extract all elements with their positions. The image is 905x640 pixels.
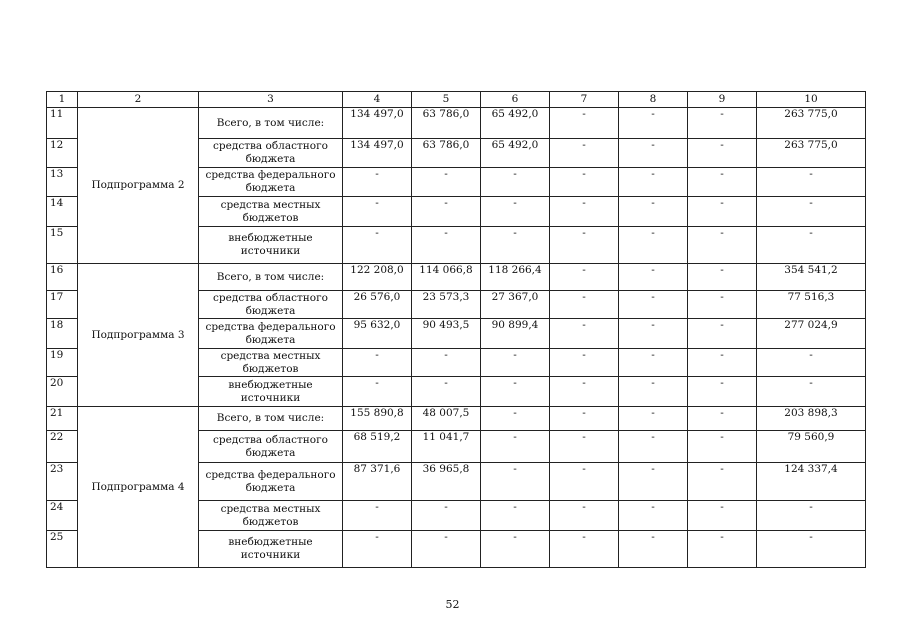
amount-cell: - xyxy=(550,501,619,531)
amount-cell: - xyxy=(343,227,412,264)
funding-source: Всего, в том числе: xyxy=(199,407,343,431)
amount-cell: - xyxy=(550,139,619,168)
funding-source: средства областного бюджета xyxy=(199,291,343,319)
amount-cell: - xyxy=(619,407,688,431)
row-number: 15 xyxy=(47,227,78,264)
amount-cell: - xyxy=(619,377,688,407)
amount-cell: - xyxy=(757,531,866,568)
amount-cell: - xyxy=(688,227,757,264)
amount-cell: - xyxy=(619,264,688,291)
amount-cell: - xyxy=(481,349,550,377)
column-number: 4 xyxy=(343,92,412,108)
funding-source: средства местных бюджетов xyxy=(199,197,343,227)
funding-source: средства областного бюджета xyxy=(199,139,343,168)
budget-table xyxy=(46,91,866,568)
row-number: 14 xyxy=(47,197,78,227)
row-number: 19 xyxy=(47,349,78,377)
row-number: 24 xyxy=(47,501,78,531)
row-number: 13 xyxy=(47,168,78,197)
amount-cell: - xyxy=(412,531,481,568)
amount-cell: - xyxy=(412,501,481,531)
row-number: 17 xyxy=(47,291,78,319)
amount-cell: - xyxy=(688,463,757,501)
amount-cell: - xyxy=(481,227,550,264)
amount-cell: - xyxy=(481,168,550,197)
amount-cell: - xyxy=(550,197,619,227)
amount-cell: - xyxy=(688,108,757,139)
amount-cell: - xyxy=(688,264,757,291)
subprogram-name: Подпрограмма 4 xyxy=(78,407,199,568)
amount-cell: - xyxy=(481,407,550,431)
amount-cell: - xyxy=(481,531,550,568)
amount-cell: - xyxy=(550,531,619,568)
amount-cell: 90 493,5 xyxy=(412,319,481,349)
amount-cell: - xyxy=(757,168,866,197)
column-number: 2 xyxy=(78,92,199,108)
amount-cell: - xyxy=(688,377,757,407)
amount-cell: - xyxy=(550,108,619,139)
amount-cell: - xyxy=(550,319,619,349)
amount-cell: - xyxy=(343,197,412,227)
amount-cell: - xyxy=(688,501,757,531)
amount-cell: - xyxy=(412,197,481,227)
amount-cell: 263 775,0 xyxy=(757,108,866,139)
subprogram-name: Подпрограмма 2 xyxy=(78,108,199,264)
amount-cell: 114 066,8 xyxy=(412,264,481,291)
amount-cell: - xyxy=(619,227,688,264)
amount-cell: 124 337,4 xyxy=(757,463,866,501)
amount-cell: - xyxy=(757,197,866,227)
funding-source: средства местных бюджетов xyxy=(199,349,343,377)
amount-cell: - xyxy=(550,227,619,264)
amount-cell: 122 208,0 xyxy=(343,264,412,291)
amount-cell: - xyxy=(550,168,619,197)
amount-cell: - xyxy=(343,349,412,377)
amount-cell: - xyxy=(757,349,866,377)
amount-cell: 90 899,4 xyxy=(481,319,550,349)
table-body xyxy=(47,92,866,568)
amount-cell: - xyxy=(619,349,688,377)
amount-cell: 155 890,8 xyxy=(343,407,412,431)
column-number: 5 xyxy=(412,92,481,108)
amount-cell: 48 007,5 xyxy=(412,407,481,431)
row-number: 16 xyxy=(47,264,78,291)
amount-cell: 23 573,3 xyxy=(412,291,481,319)
amount-cell: - xyxy=(343,168,412,197)
column-number: 8 xyxy=(619,92,688,108)
amount-cell: 95 632,0 xyxy=(343,319,412,349)
column-number: 1 xyxy=(47,92,78,108)
funding-source: внебюджетные источники xyxy=(199,227,343,264)
row-number: 21 xyxy=(47,407,78,431)
amount-cell: 203 898,3 xyxy=(757,407,866,431)
amount-cell: - xyxy=(412,349,481,377)
amount-cell: 63 786,0 xyxy=(412,108,481,139)
amount-cell: - xyxy=(619,431,688,463)
amount-cell: - xyxy=(481,463,550,501)
amount-cell: 277 024,9 xyxy=(757,319,866,349)
column-number: 9 xyxy=(688,92,757,108)
amount-cell: - xyxy=(343,377,412,407)
column-number: 3 xyxy=(199,92,343,108)
funding-source: средства федерального бюджета xyxy=(199,319,343,349)
subprogram-name: Подпрограмма 3 xyxy=(78,264,199,407)
amount-cell: - xyxy=(757,501,866,531)
funding-source: средства федерального бюджета xyxy=(199,463,343,501)
amount-cell: - xyxy=(619,501,688,531)
amount-cell: - xyxy=(688,139,757,168)
amount-cell: - xyxy=(412,168,481,197)
amount-cell: - xyxy=(688,431,757,463)
amount-cell: - xyxy=(619,291,688,319)
amount-cell: - xyxy=(619,531,688,568)
amount-cell: - xyxy=(619,139,688,168)
amount-cell: 354 541,2 xyxy=(757,264,866,291)
row-number: 18 xyxy=(47,319,78,349)
amount-cell: - xyxy=(550,407,619,431)
amount-cell: - xyxy=(343,531,412,568)
amount-cell: - xyxy=(481,197,550,227)
table-row xyxy=(47,108,866,139)
amount-cell: 263 775,0 xyxy=(757,139,866,168)
page-sheet xyxy=(46,91,866,568)
amount-cell: 63 786,0 xyxy=(412,139,481,168)
funding-source: Всего, в том числе: xyxy=(199,108,343,139)
column-number: 6 xyxy=(481,92,550,108)
amount-cell: 65 492,0 xyxy=(481,108,550,139)
amount-cell: - xyxy=(481,431,550,463)
amount-cell: 68 519,2 xyxy=(343,431,412,463)
row-number: 25 xyxy=(47,531,78,568)
amount-cell: - xyxy=(688,531,757,568)
header-row xyxy=(47,92,866,108)
amount-cell: - xyxy=(619,197,688,227)
amount-cell: - xyxy=(688,168,757,197)
amount-cell: 79 560,9 xyxy=(757,431,866,463)
amount-cell: - xyxy=(550,463,619,501)
amount-cell: - xyxy=(550,377,619,407)
amount-cell: 87 371,6 xyxy=(343,463,412,501)
amount-cell: - xyxy=(550,349,619,377)
amount-cell: - xyxy=(412,227,481,264)
row-number: 12 xyxy=(47,139,78,168)
page-number: 52 xyxy=(445,598,460,611)
amount-cell: - xyxy=(688,407,757,431)
table-row xyxy=(47,264,866,291)
amount-cell: - xyxy=(688,197,757,227)
amount-cell: - xyxy=(343,501,412,531)
amount-cell: - xyxy=(757,227,866,264)
amount-cell: 26 576,0 xyxy=(343,291,412,319)
amount-cell: - xyxy=(619,319,688,349)
amount-cell: 118 266,4 xyxy=(481,264,550,291)
amount-cell: - xyxy=(481,377,550,407)
amount-cell: - xyxy=(412,377,481,407)
row-number: 22 xyxy=(47,431,78,463)
amount-cell: - xyxy=(550,431,619,463)
table-row xyxy=(47,407,866,431)
amount-cell: - xyxy=(757,377,866,407)
amount-cell: - xyxy=(619,463,688,501)
amount-cell: 27 367,0 xyxy=(481,291,550,319)
column-number: 7 xyxy=(550,92,619,108)
amount-cell: - xyxy=(688,349,757,377)
amount-cell: - xyxy=(619,108,688,139)
amount-cell: 77 516,3 xyxy=(757,291,866,319)
funding-source: средства местных бюджетов xyxy=(199,501,343,531)
amount-cell: - xyxy=(550,291,619,319)
amount-cell: 11 041,7 xyxy=(412,431,481,463)
amount-cell: - xyxy=(688,319,757,349)
funding-source: средства федерального бюджета xyxy=(199,168,343,197)
amount-cell: 134 497,0 xyxy=(343,108,412,139)
funding-source: внебюджетные источники xyxy=(199,531,343,568)
row-number: 20 xyxy=(47,377,78,407)
amount-cell: 65 492,0 xyxy=(481,139,550,168)
funding-source: Всего, в том числе: xyxy=(199,264,343,291)
column-number: 10 xyxy=(757,92,866,108)
amount-cell: 134 497,0 xyxy=(343,139,412,168)
funding-source: средства областного бюджета xyxy=(199,431,343,463)
amount-cell: - xyxy=(481,501,550,531)
amount-cell: - xyxy=(550,264,619,291)
amount-cell: 36 965,8 xyxy=(412,463,481,501)
amount-cell: - xyxy=(688,291,757,319)
row-number: 11 xyxy=(47,108,78,139)
row-number: 23 xyxy=(47,463,78,501)
amount-cell: - xyxy=(619,168,688,197)
funding-source: внебюджетные источники xyxy=(199,377,343,407)
